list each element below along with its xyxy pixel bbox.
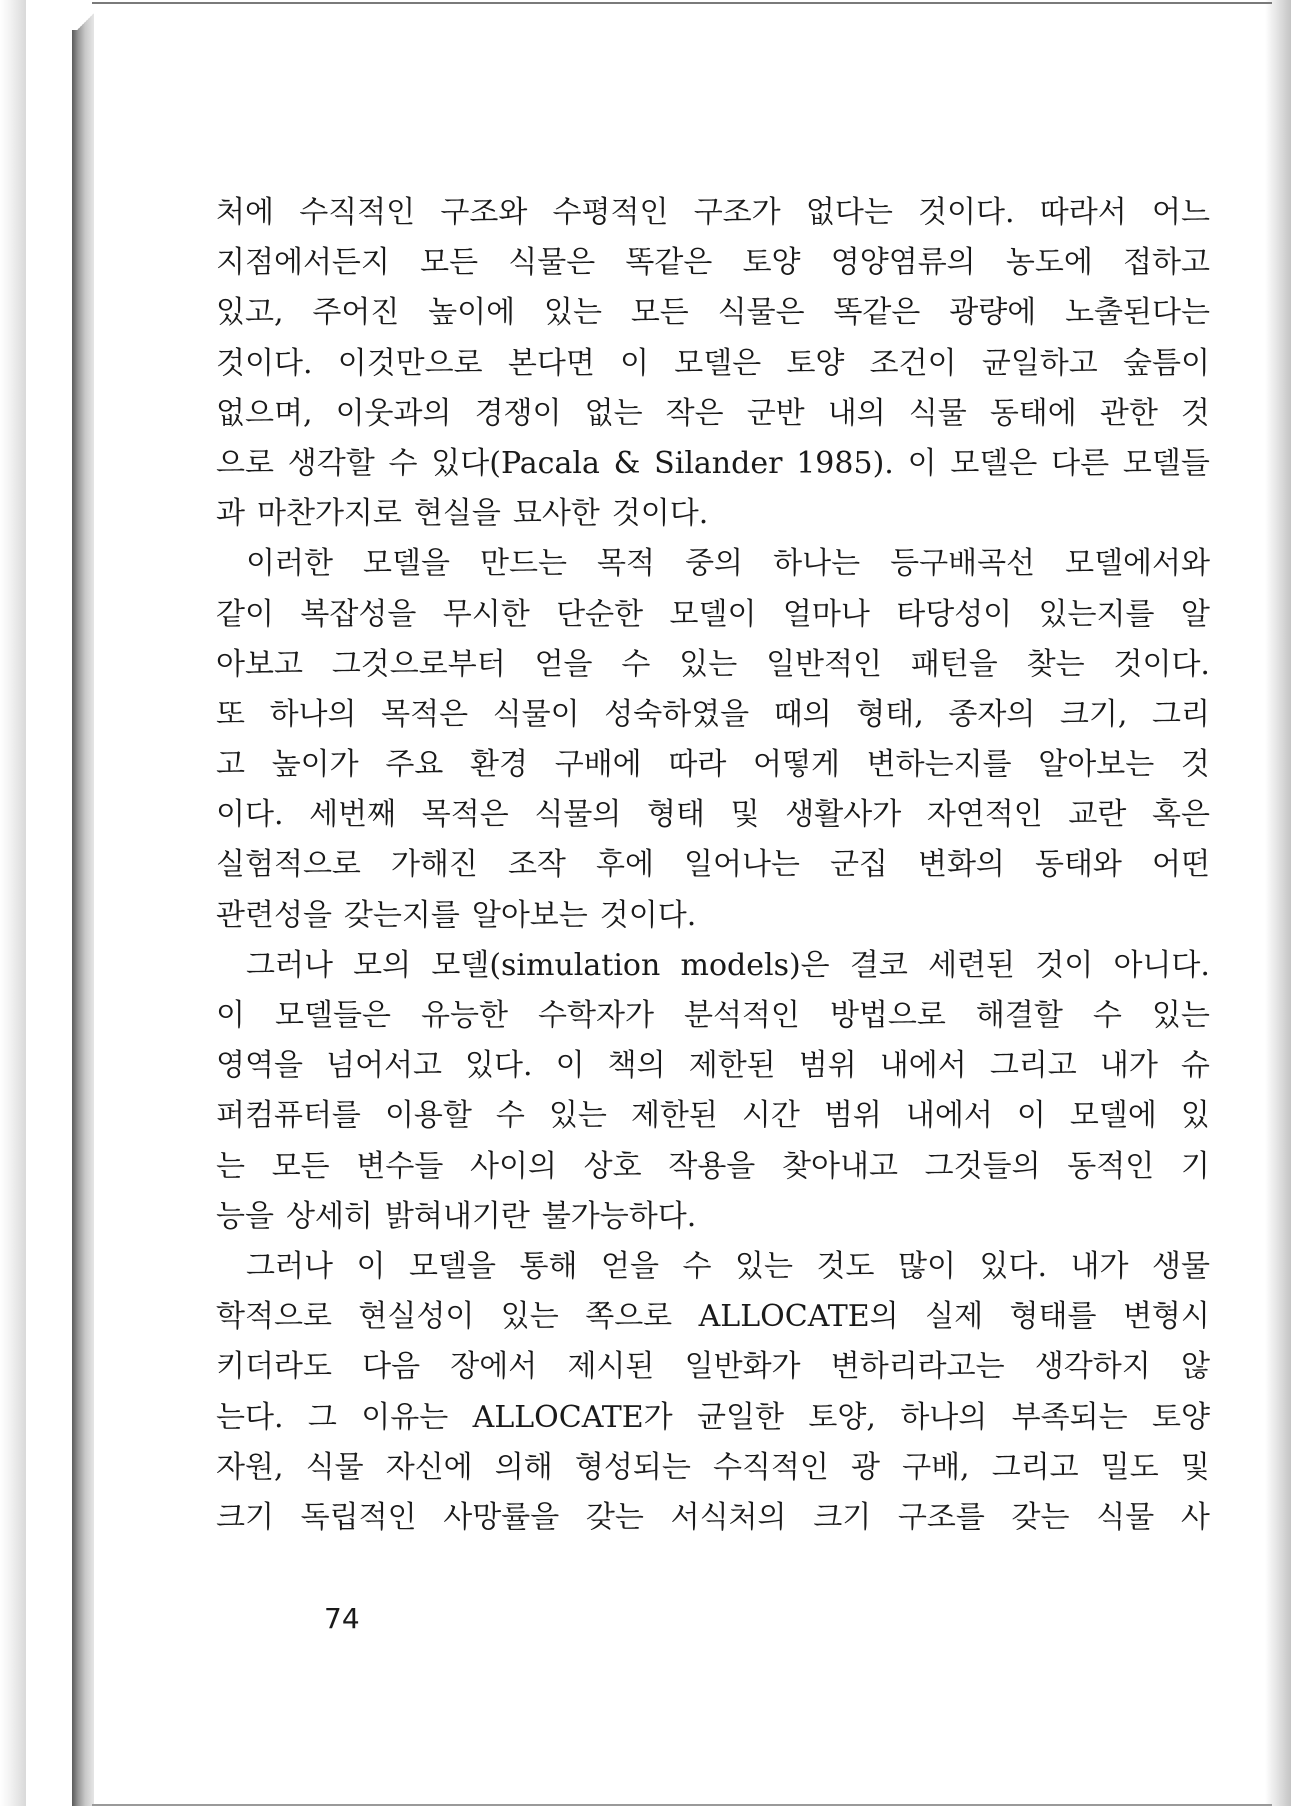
word: 변하리라고는 (830, 1349, 1005, 1385)
word: 생각할 (287, 445, 375, 481)
word: 모델에 (1069, 1098, 1157, 1134)
text-line (216, 1242, 1210, 1292)
word: 기 (1180, 1148, 1210, 1184)
word: 내가 (1070, 1248, 1129, 1284)
word: 는 (216, 1148, 245, 1184)
word: 통해 (519, 1248, 578, 1284)
text-line (216, 439, 1210, 489)
word: 모델들은 (275, 998, 391, 1033)
word: 제한된 (630, 1098, 718, 1134)
text-line (216, 690, 1210, 740)
word: 퍼컴퓨터를 (216, 1098, 361, 1134)
word: 식물은 (717, 295, 805, 331)
word: 크기, (1059, 696, 1128, 732)
word: 찾는 (1026, 646, 1085, 682)
word: 범위 (798, 1048, 857, 1084)
text-line (216, 640, 1210, 690)
word: 혹은 (1152, 797, 1210, 833)
text-line (216, 389, 1210, 439)
word: 지점에서든지 (216, 245, 390, 281)
page-outline-top (92, 2, 1272, 4)
word: 모의 (353, 947, 412, 983)
word: 단순한 (556, 596, 644, 632)
word: 현실을 (413, 496, 501, 532)
word: 균일한 (697, 1399, 784, 1435)
word: 변하는지를 (866, 747, 1012, 783)
word: 없으며, (216, 395, 313, 431)
word: 불가능하다. (541, 1198, 697, 1234)
word: 그러나 (246, 1248, 333, 1284)
word: 어떤 (1151, 847, 1210, 883)
word: 목적 (597, 546, 656, 582)
word: 이 (907, 445, 937, 481)
word: 밀도 (1100, 1449, 1159, 1485)
word: 있는 (1151, 998, 1210, 1033)
word: 광 (850, 1449, 880, 1485)
word: 으로 (216, 445, 274, 481)
word: 식물이 (492, 696, 580, 732)
word: 것 (1180, 747, 1210, 783)
word: 일어나는 (683, 847, 800, 883)
word: 있고, (216, 295, 284, 331)
word: Silander (654, 445, 783, 481)
word: 는다. (216, 1399, 284, 1435)
text-line (216, 1142, 1210, 1192)
word: 이 (216, 998, 245, 1033)
text-line (216, 1493, 1210, 1543)
word: 자원, (216, 1449, 284, 1485)
text-line (216, 891, 1210, 941)
word: 자연적인 (926, 797, 1043, 833)
word: 구배에 (554, 747, 642, 783)
word: 가해진 (390, 847, 478, 883)
word: 이 (356, 1248, 386, 1284)
word: 처에 (216, 195, 274, 230)
word: 이 (620, 345, 650, 381)
word: 만드는 (480, 546, 567, 582)
word: 사이의 (470, 1148, 557, 1184)
word: 모델들 (1122, 445, 1210, 481)
word: 것이다. (216, 345, 313, 381)
word: 것도 (816, 1248, 875, 1284)
word: 종자의 (948, 696, 1036, 732)
word: 슈 (1180, 1048, 1210, 1084)
word: 하나의 (900, 1399, 988, 1435)
word: 균일하고 (981, 345, 1098, 381)
word: 찾아내고 (782, 1148, 898, 1184)
word: 생물 (1152, 1248, 1210, 1284)
word: 것이 (1035, 947, 1094, 983)
word: 때의 (773, 696, 832, 732)
word: 모델이 (669, 596, 757, 632)
word: 학적으로 (216, 1299, 332, 1335)
word: 높이에 (428, 295, 516, 331)
word: 형태, (856, 696, 924, 732)
word: 모든 (271, 1148, 330, 1184)
word: 장에서 (450, 1349, 538, 1385)
word: 않 (1180, 1349, 1210, 1385)
word: 그것으로부터 (331, 646, 506, 682)
word: 경쟁이 (474, 395, 562, 431)
word: 토양 (786, 345, 845, 381)
word: 다음 (362, 1349, 421, 1385)
word: 상호 (583, 1148, 642, 1184)
word: 얻을 (600, 1248, 659, 1284)
word: 변형시 (1122, 1299, 1210, 1335)
word: 어느 (1151, 195, 1210, 230)
word: 제시된 (567, 1349, 655, 1385)
word: 있다. (979, 1248, 1047, 1284)
text-line (216, 1192, 1210, 1242)
word: 그러나 (246, 947, 333, 983)
word: 세련된 (928, 947, 1016, 983)
word: 모델을 (409, 1248, 496, 1284)
word: 내에서 (879, 1048, 967, 1084)
word: 묘사한 (512, 496, 600, 532)
page-right-edge (1265, 0, 1291, 1806)
word: 상세히 (285, 1198, 373, 1234)
word: 중의 (685, 546, 744, 582)
word: 있는 (735, 1248, 793, 1284)
word: 제한된 (688, 1048, 776, 1084)
word: 높이가 (271, 747, 359, 783)
word: 이것만으로 (337, 345, 483, 381)
word: 수평적인 (552, 195, 669, 230)
word: 수 (1092, 998, 1122, 1033)
word: 그 (307, 1399, 337, 1435)
word: 있는지를 (1038, 596, 1155, 632)
word: 있다(Pacala (431, 445, 600, 481)
word: 조작 (507, 847, 566, 883)
word: 변화의 (917, 847, 1005, 883)
word: 주어진 (312, 295, 400, 331)
word: 자신에 (385, 1449, 473, 1485)
word: 책의 (607, 1048, 666, 1084)
text-line (216, 188, 1210, 238)
word: 환경 (470, 747, 528, 783)
word: 생활사가 (785, 797, 902, 833)
word: 수 (388, 445, 418, 481)
word: 능을 (216, 1198, 274, 1234)
text-line (216, 991, 1210, 1041)
word: 크기 (216, 1499, 274, 1535)
book-shadow-left (0, 0, 26, 1806)
word: 일반적인 (766, 646, 882, 682)
word: 있는 (679, 646, 738, 682)
word: 범위 (823, 1098, 882, 1134)
word: 하나의 (269, 696, 357, 732)
word: 다른 (1051, 445, 1110, 481)
word: 식물 (908, 395, 967, 431)
word: 동적인 (1067, 1148, 1155, 1184)
word: 고 (216, 747, 245, 783)
word: 수 (682, 1248, 712, 1284)
word: 모든 (630, 295, 689, 331)
word: 갖는 (1011, 1499, 1070, 1535)
text-line (216, 840, 1210, 890)
word: 키더라도 (216, 1349, 332, 1385)
text-line (216, 1091, 1210, 1141)
word: 등구배곡선 (890, 546, 1036, 582)
word: 것이다. (1113, 646, 1210, 682)
word: 식물의 (534, 797, 622, 833)
word: 세번째 (309, 797, 397, 833)
word: 분석적인 (683, 998, 800, 1033)
word: 따라서 (1039, 195, 1127, 230)
text-line (216, 539, 1210, 589)
word: 크기 (813, 1499, 872, 1535)
word: 후에 (595, 847, 654, 883)
word: 이러한 (246, 546, 333, 582)
word: 있는 (500, 1299, 559, 1335)
word: 영역을 (216, 1048, 303, 1084)
word: 목적은 (421, 797, 509, 833)
word: 작용을 (668, 1148, 756, 1184)
body-text (216, 188, 1210, 1543)
word: 주요 (385, 747, 444, 783)
text-line (216, 590, 1210, 640)
word: 하나는 (773, 546, 861, 582)
word: 어떻게 (753, 747, 840, 783)
word: 내의 (827, 395, 886, 431)
word: 또 (216, 696, 245, 732)
word: 그리고 (989, 1048, 1077, 1084)
word: 똑같은 (833, 295, 921, 331)
word: 식물 (305, 1449, 364, 1485)
word: 토양 (1152, 1399, 1210, 1435)
word: 이다. (216, 797, 284, 833)
text-line (216, 339, 1210, 389)
word: 있 (1180, 1098, 1210, 1134)
word: 아보고 (216, 646, 303, 682)
word: 방법으로 (829, 998, 946, 1033)
word: 수직적인 (712, 1449, 829, 1485)
word: models)은 (680, 947, 830, 983)
word: 같이 (216, 596, 274, 632)
word: 의해 (494, 1449, 553, 1485)
word: 모델(simulation (431, 947, 661, 983)
word: 알 (1180, 596, 1210, 632)
word: 결코 (849, 947, 908, 983)
word: 얼마나 (782, 596, 870, 632)
word: 서식처의 (670, 1499, 787, 1535)
word: 갖는 (585, 1499, 644, 1535)
word: 군집 (829, 847, 888, 883)
word: 성숙하였을 (604, 696, 750, 732)
word: 및 (730, 797, 760, 833)
word: 똑같은 (625, 245, 713, 281)
word: 농도에 (1005, 245, 1093, 281)
word: 동태와 (1034, 847, 1122, 883)
word: 그리고 (991, 1449, 1079, 1485)
page-stack-edge (72, 0, 94, 1806)
word: 관련성을 (216, 897, 332, 933)
text-line (216, 740, 1210, 790)
text-line (216, 238, 1210, 288)
word: 없는 (584, 395, 643, 431)
word: 이유는 (361, 1399, 449, 1435)
word: 광량에 (949, 295, 1037, 331)
word: 모델을 (363, 546, 450, 582)
word: 이 (555, 1048, 585, 1084)
word: ALLOCATE의 (698, 1299, 899, 1335)
word: 작은 (665, 395, 724, 431)
word: 생각하지 (1034, 1349, 1151, 1385)
word: 복잡성을 (300, 596, 417, 632)
word: 구배, (902, 1449, 970, 1485)
word: 형태 (646, 797, 705, 833)
word: 그것들의 (924, 1148, 1041, 1184)
text-line (216, 1342, 1210, 1392)
word: 식물은 (508, 245, 596, 281)
word: 일반화가 (684, 1349, 801, 1385)
word: 현실성이 (358, 1299, 475, 1335)
word: 목적은 (381, 696, 469, 732)
word: 밝혀내기란 (384, 1198, 530, 1234)
word: 넘어서고 (326, 1048, 442, 1084)
word: 패턴을 (910, 646, 998, 682)
text-line (216, 489, 1210, 539)
word: 실제 (925, 1299, 984, 1335)
word: 있는 (543, 295, 602, 331)
text-line (216, 941, 1210, 991)
word: 형성되는 (574, 1449, 691, 1485)
word: 토양 (742, 245, 801, 281)
word: 타당성이 (896, 596, 1013, 632)
word: 관한 (1099, 395, 1158, 431)
word: 있는 (548, 1098, 607, 1134)
word: 모델은 (950, 445, 1038, 481)
word: 것이다. (611, 496, 709, 532)
word: 갖는지를 (343, 897, 460, 933)
word: 구조가 (693, 195, 781, 230)
word: 노출된다는 (1065, 295, 1210, 331)
word: 독립적인 (300, 1499, 417, 1535)
word: 구조를 (897, 1499, 985, 1535)
word: 과 (216, 496, 245, 532)
word: 수 (621, 646, 651, 682)
word: 영양염류의 (830, 245, 976, 281)
word: 해결할 (975, 998, 1063, 1033)
word: 변수들 (356, 1148, 444, 1184)
word: & (613, 445, 641, 481)
word: 동태에 (989, 395, 1077, 431)
word: ALLOCATE가 (472, 1399, 673, 1435)
word: 유능한 (421, 998, 508, 1033)
word: 부족되는 (1011, 1399, 1128, 1435)
word: 식물 (1096, 1499, 1155, 1535)
word: 토양, (808, 1399, 876, 1435)
text-line (216, 790, 1210, 840)
word: 접하고 (1123, 245, 1210, 281)
word: 조건이 (869, 345, 957, 381)
word: 구조와 (440, 195, 528, 230)
word: 수학자가 (538, 998, 654, 1033)
word: 있다. (465, 1048, 533, 1084)
word: 많이 (898, 1248, 956, 1284)
text-line (216, 1041, 1210, 1091)
text-line (216, 1393, 1210, 1443)
page-number: 74 (324, 1602, 360, 1635)
word: 것 (1180, 395, 1210, 431)
word: 알아보는 (471, 897, 588, 933)
word: 따라 (668, 747, 727, 783)
word: 수직적인 (299, 195, 416, 230)
word: 및 (1180, 1449, 1210, 1485)
word: 그리 (1152, 696, 1210, 732)
word: 이웃과의 (335, 395, 452, 431)
word: 내가 (1099, 1048, 1158, 1084)
word: 아니다. (1113, 947, 1210, 983)
word: 1985). (796, 445, 894, 481)
word: 없다는 (805, 195, 893, 230)
word: 실험적으로 (216, 847, 361, 883)
word: 모델에서와 (1065, 546, 1210, 582)
word: 것이다. (918, 195, 1015, 230)
word: 본다면 (507, 345, 595, 381)
word: 교란 (1068, 797, 1127, 833)
word: 알아보는 (1038, 747, 1155, 783)
text-line (216, 1292, 1210, 1342)
word: 쪽으로 (585, 1299, 673, 1335)
word: 무시한 (442, 596, 530, 632)
text-line (216, 1443, 1210, 1493)
word: 숲틈이 (1123, 345, 1210, 381)
word: 것이다. (599, 897, 697, 933)
book-page (94, 4, 1264, 1804)
word: 군반 (746, 395, 805, 431)
text-line (216, 288, 1210, 338)
word: 얻을 (534, 646, 593, 682)
word: 시간 (741, 1098, 800, 1134)
word: 마찬가지로 (256, 496, 402, 532)
word: 수 (495, 1098, 525, 1134)
word: 내에서 (905, 1098, 993, 1134)
word: 이용할 (384, 1098, 472, 1134)
word: 이 (1016, 1098, 1046, 1134)
word: 사망률을 (443, 1499, 560, 1535)
word: 모델은 (674, 345, 762, 381)
word: 형태를 (1009, 1299, 1097, 1335)
word: 모든 (420, 245, 479, 281)
word: 사 (1180, 1499, 1210, 1535)
